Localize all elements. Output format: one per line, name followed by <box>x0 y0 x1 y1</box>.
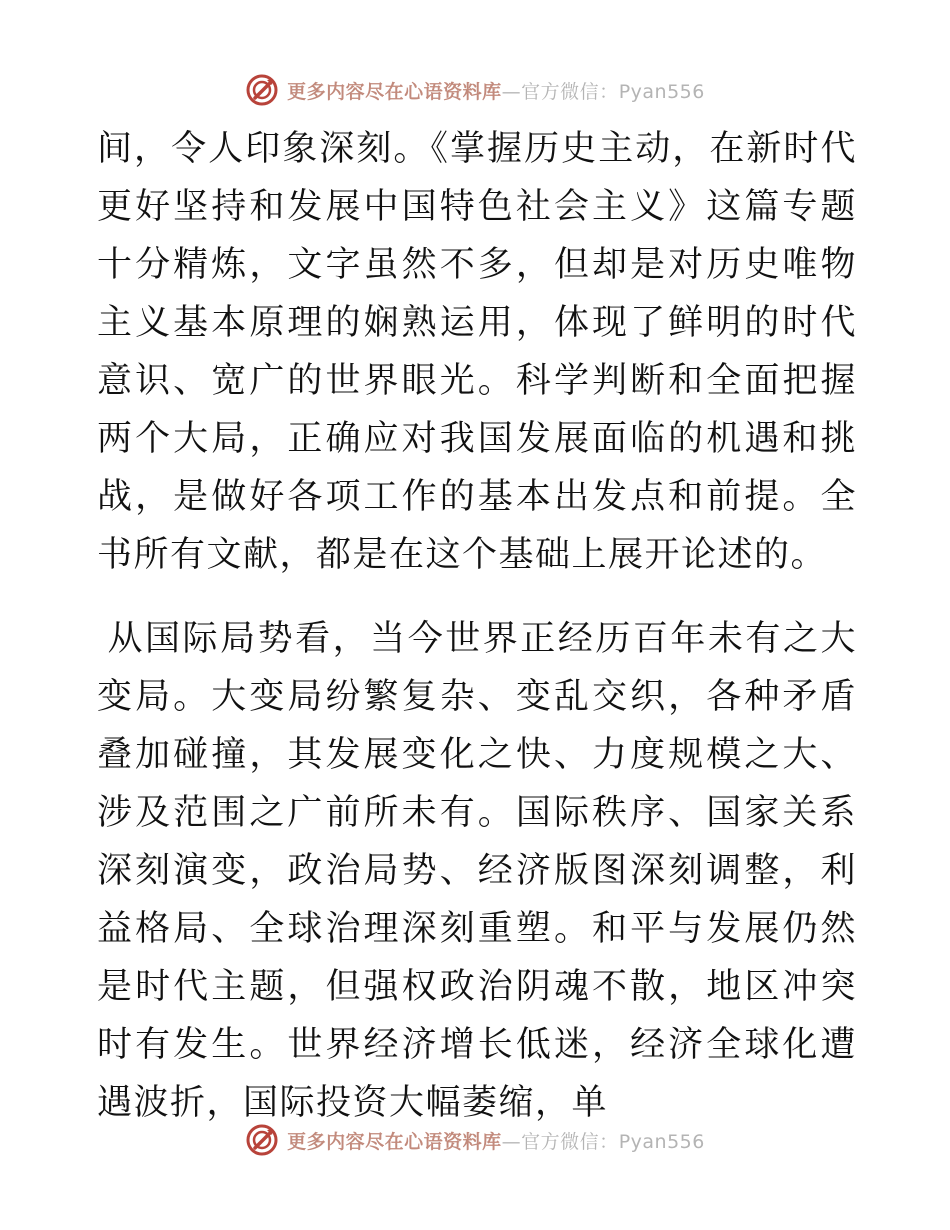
watermark-brand: 更多内容尽在心语资料库 <box>287 1130 502 1153</box>
watermark-text <box>287 77 705 104</box>
watermark-dash: — <box>501 80 522 103</box>
paragraph-1: 间，令人印象深刻。《掌握历史主动，在新时代更好坚持和发展中国特色社会主义》这篇专题十分精炼，文字虽然不多，但却是对历史唯物主义基本原理的娴熟运用，体现了鲜明的时代意识、宽广的世界眼光。科学判断和全面把握两个大局，正确应对我国发展面临的机遇和挑战，是做好各项工作的基本出发点和前提。全书所有文献，都是在这个基础上展开论述的。 <box>97 129 857 575</box>
watermark-official-label: 官方微信： <box>521 1130 619 1153</box>
watermark-wechat-id: Pyan556 <box>618 1130 705 1153</box>
brand-logo-icon <box>245 73 279 107</box>
document-body <box>97 120 857 1132</box>
brand-logo-icon <box>245 1123 279 1157</box>
watermark-wechat-id: Pyan556 <box>618 80 705 103</box>
watermark-text <box>287 1127 705 1154</box>
watermark-brand: 更多内容尽在心语资料库 <box>287 80 502 103</box>
watermark-header <box>0 70 950 110</box>
paragraph-2: 从国际局势看，当今世界正经历百年未有之大变局。大变局纷繁复杂、变乱交织，各种矛盾叠加碰撞，其发展变化之快、力度规模之大、涉及范围之广前所未有。国际秩序、国家关系深刻演变，政治局势、经济版图深刻调整，利益格局、全球治理深刻重塑。和平与发展仍然是时代主题，但强权政治阴魂不散，地区冲突时有发生。世界经济增长低迷，经济全球化遭遇波折，国际投资大幅萎缩，单 <box>97 619 857 1123</box>
watermark-footer <box>0 1120 950 1160</box>
watermark-dash: — <box>501 1130 522 1153</box>
watermark-official-label: 官方微信： <box>521 80 619 103</box>
